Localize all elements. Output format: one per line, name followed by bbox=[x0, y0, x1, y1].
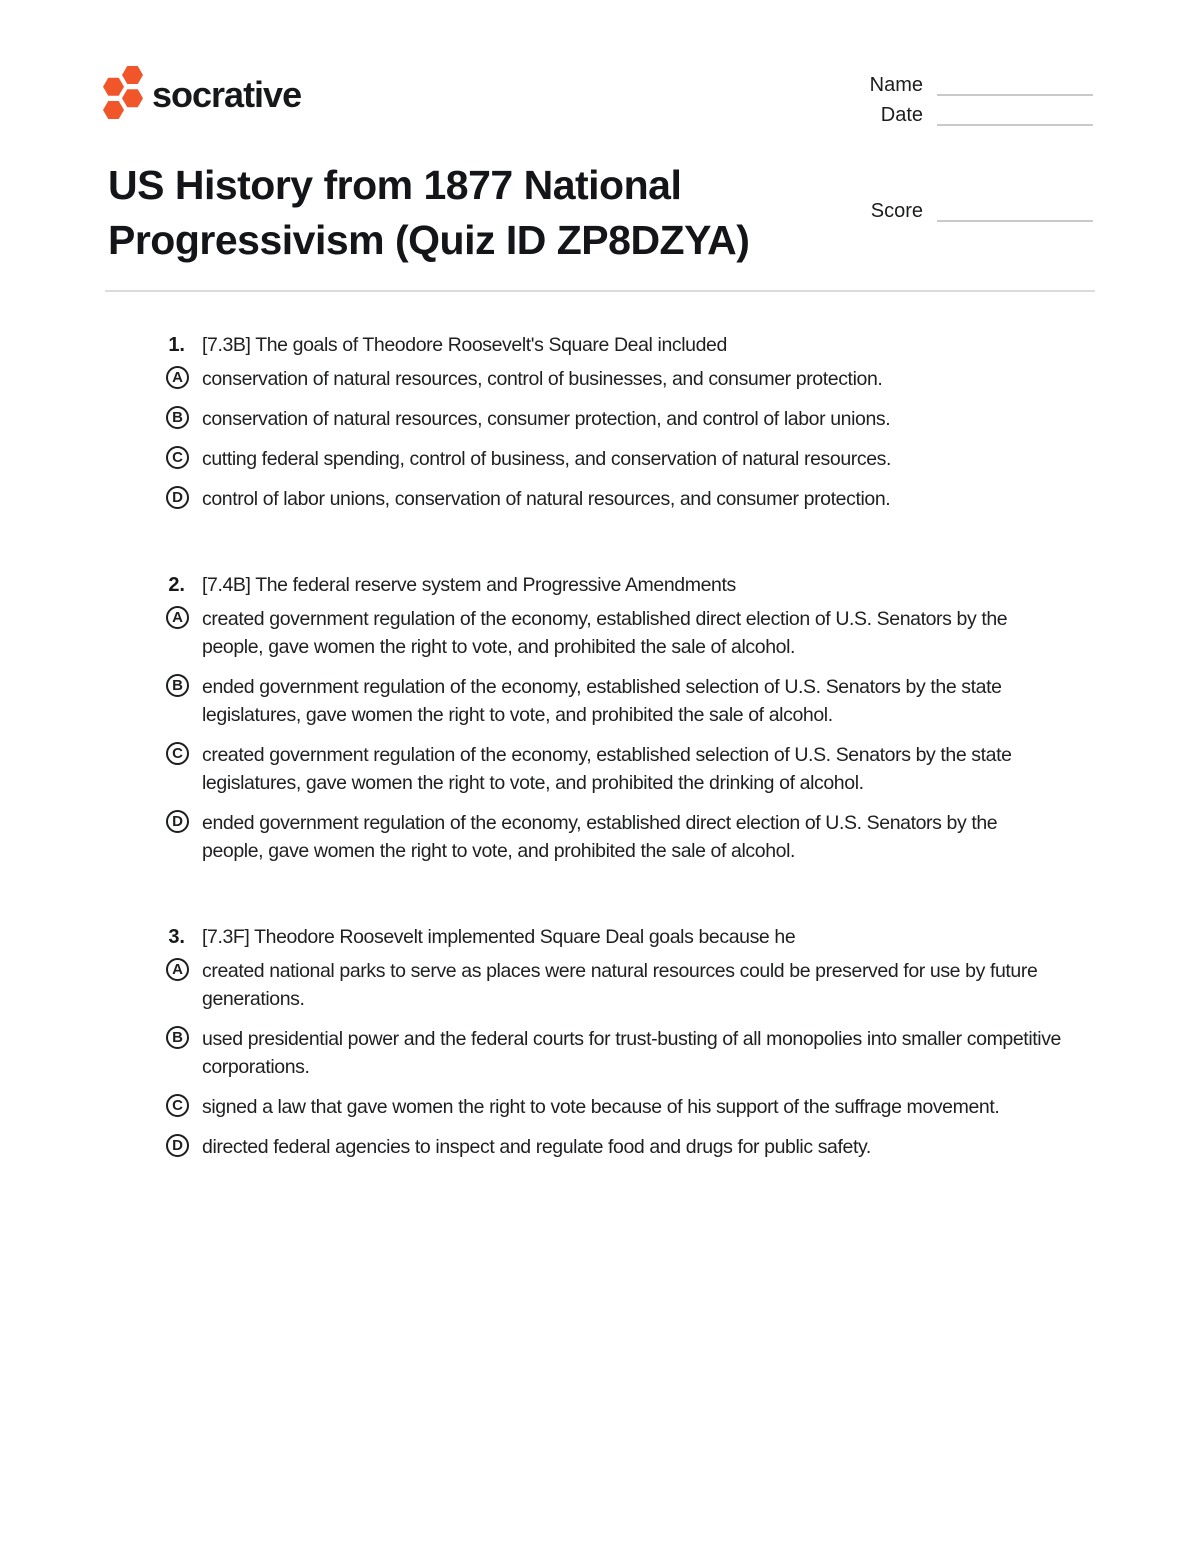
option-text: conservation of natural resources, consumer protection, and control of labor unions. bbox=[202, 408, 891, 430]
score-blank-line bbox=[937, 202, 1093, 222]
question-2-option-c bbox=[108, 741, 1094, 797]
question-1-option-d bbox=[108, 485, 1094, 513]
answer-bubble-c: C bbox=[166, 742, 189, 765]
name-field bbox=[870, 74, 1093, 96]
answer-bubble-a: A bbox=[166, 958, 189, 981]
question-2-option-a bbox=[108, 605, 1094, 661]
option-text: ended government regulation of the economy, established selection of U.S. Senators by the state legislatures, gave women the right to vote, and prohibited the sale of alcohol. bbox=[202, 676, 1002, 726]
option-text: used presidential power and the federal courts for trust-busting of all monopolies into smaller competitive corporations. bbox=[202, 1028, 1061, 1078]
option-text: signed a law that gave women the right to vote because of his support of the suffrage movement. bbox=[202, 1096, 1000, 1118]
answer-bubble-a: A bbox=[166, 606, 189, 629]
answer-bubble-c: C bbox=[166, 1094, 189, 1117]
option-text: created government regulation of the economy, established direct election of U.S. Senators by the people, gave women the right to vote, and prohibited the sale of alcohol. bbox=[202, 608, 1008, 658]
question-3-option-a bbox=[108, 957, 1094, 1013]
question-prompt: [7.4B] The federal reserve system and Progressive Amendments bbox=[202, 574, 736, 596]
question-3-option-d bbox=[108, 1133, 1094, 1161]
question-prompt: [7.3B] The goals of Theodore Roosevelt's Square Deal included bbox=[202, 334, 727, 356]
option-text: control of labor unions, conservation of natural resources, and consumer protection. bbox=[202, 488, 891, 510]
answer-bubble-b: B bbox=[166, 406, 189, 429]
logo-hexagons-icon bbox=[103, 66, 143, 119]
question-3 bbox=[108, 923, 1094, 1161]
question-1-option-a bbox=[108, 365, 1094, 393]
answer-bubble-c: C bbox=[166, 446, 189, 469]
option-text: directed federal agencies to inspect and regulate food and drugs for public safety. bbox=[202, 1136, 871, 1158]
question-2-option-d bbox=[108, 809, 1094, 865]
question-1-option-c bbox=[108, 445, 1094, 473]
answer-bubble-d: D bbox=[166, 810, 189, 833]
question-3-option-c bbox=[108, 1093, 1094, 1121]
question-2-header bbox=[108, 571, 1094, 599]
divider bbox=[105, 290, 1095, 292]
answer-bubble-b: B bbox=[166, 674, 189, 697]
header-fields bbox=[870, 74, 1093, 134]
title-row bbox=[108, 158, 1093, 268]
score-field bbox=[871, 200, 1093, 230]
question-2-option-b bbox=[108, 673, 1094, 729]
option-text: conservation of natural resources, control of businesses, and consumer protection. bbox=[202, 368, 883, 390]
quiz-title: US History from 1877 National Progressivism (Quiz ID ZP8DZYA) bbox=[108, 162, 750, 263]
question-3-option-b bbox=[108, 1025, 1094, 1081]
question-list bbox=[108, 331, 1094, 1161]
name-blank-line bbox=[937, 76, 1093, 96]
answer-bubble-d: D bbox=[166, 486, 189, 509]
question-number: 2. bbox=[168, 574, 185, 596]
logo-wordmark: socrative bbox=[152, 74, 302, 115]
option-text: cutting federal spending, control of business, and conservation of natural resources. bbox=[202, 448, 892, 470]
question-3-header bbox=[108, 923, 1094, 951]
option-text: ended government regulation of the economy, established direct election of U.S. Senators by the people, gave women the right to vote, and prohibited the sale of alcohol. bbox=[202, 812, 998, 862]
socrative-logo bbox=[100, 64, 340, 126]
question-2 bbox=[108, 571, 1094, 865]
name-label: Name bbox=[869, 74, 923, 96]
question-1-option-b bbox=[108, 405, 1094, 433]
question-1 bbox=[108, 331, 1094, 513]
date-field bbox=[870, 104, 1093, 126]
score-label: Score bbox=[870, 200, 923, 222]
answer-bubble-b: B bbox=[166, 1026, 189, 1049]
date-label: Date bbox=[880, 104, 923, 126]
date-blank-line bbox=[937, 106, 1093, 126]
option-text: created national parks to serve as places were natural resources could be preserved for use by future generations. bbox=[202, 960, 1038, 1010]
question-number: 1. bbox=[168, 334, 185, 356]
question-1-header bbox=[108, 331, 1094, 359]
answer-bubble-d: D bbox=[166, 1134, 189, 1157]
option-text: created government regulation of the economy, established selection of U.S. Senators by the state legislatures, gave women the right to vote, and prohibited the drinking of alcohol. bbox=[202, 744, 1012, 794]
answer-bubble-a: A bbox=[166, 366, 189, 389]
question-prompt: [7.3F] Theodore Roosevelt implemented Square Deal goals because he bbox=[202, 926, 796, 948]
question-number: 3. bbox=[168, 926, 185, 948]
